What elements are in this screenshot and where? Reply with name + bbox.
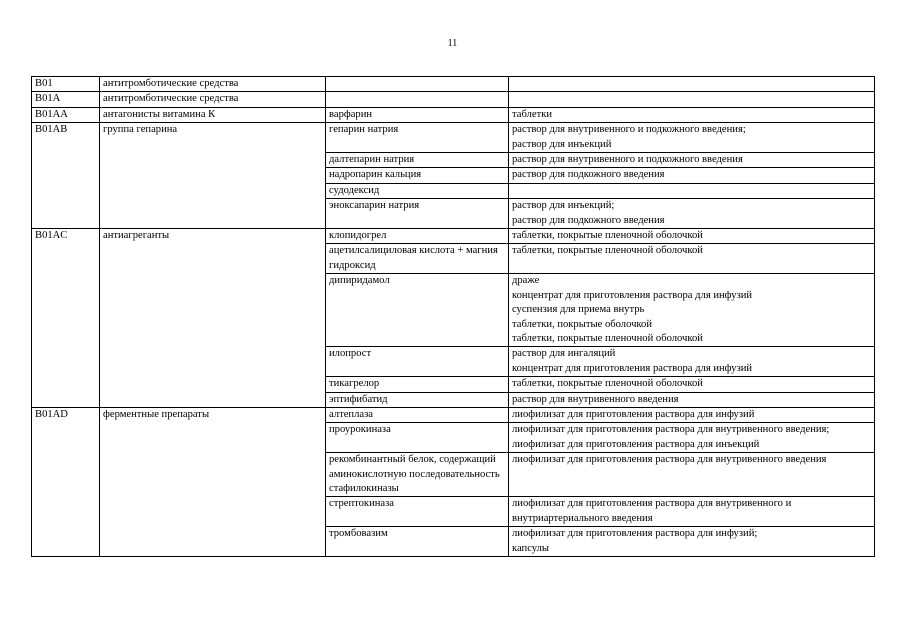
drug-name-cell: алтеплаза (326, 407, 509, 422)
drug-name-cell: клопидогрел (326, 229, 509, 244)
drug-name-cell: гепарин натрия (326, 123, 509, 153)
dosage-form-cell (509, 347, 875, 377)
group-name-cell: группа гепарина (100, 123, 326, 229)
dosage-form-line: лиофилизат для приготовления раствора для внутривенного введения (512, 454, 827, 466)
dosage-form-line: лиофилизат для приготовления раствора для инъекций (512, 438, 760, 450)
dosage-form-line: раствор для внутривенного введения (512, 393, 679, 405)
dosage-form-cell (509, 274, 875, 347)
dosage-form-line: концентрат для приготовления раствора для инфузий (512, 289, 753, 301)
drug-name-cell: рекомбинантный белок, содержащий аминокислотную последовательность стафилокиназы (326, 453, 509, 497)
dosage-form-cell (509, 77, 875, 92)
dosage-form-cell (509, 497, 875, 527)
dosage-form-line: раствор для подкожного введения (512, 169, 665, 181)
drug-name-cell: тикагрелор (326, 377, 509, 392)
drug-name-cell: эптифибатид (326, 392, 509, 407)
dosage-form-line: таблетки (512, 108, 553, 120)
drug-name-cell: стрептокиназа (326, 497, 509, 527)
drug-name-cell: судодексид (326, 183, 509, 198)
table-row (32, 92, 875, 107)
table-body (32, 77, 875, 557)
dosage-form-cell (509, 244, 875, 274)
drug-name-cell: надропарин кальция (326, 168, 509, 183)
atc-code-cell: B01AA (32, 107, 100, 122)
drug-name-cell: ацетилсалициловая кислота + магния гидроксид (326, 244, 509, 274)
dosage-form-line: раствор для внутривенного и подкожного введения (512, 154, 743, 166)
group-name-cell: антитромботические средства (100, 92, 326, 107)
atc-code-cell: B01 (32, 77, 100, 92)
dosage-form-cell (509, 183, 875, 198)
page-number: 11 (447, 38, 458, 49)
dosage-form-line: таблетки, покрытые пленочной оболочкой (512, 378, 703, 390)
drug-name-cell (326, 77, 509, 92)
dosage-form-line: раствор для подкожного введения (512, 214, 665, 226)
table-row (32, 123, 875, 153)
dosage-form-line: суспензия для приема внутрь (512, 304, 645, 316)
drug-name-cell (326, 92, 509, 107)
drug-name-cell: проурокиназа (326, 423, 509, 453)
atc-code-cell: B01AB (32, 123, 100, 229)
dosage-form-line: лиофилизат для приготовления раствора для инфузий (512, 408, 755, 420)
atc-code-cell: B01A (32, 92, 100, 107)
dosage-form-line: лиофилизат для приготовления раствора для инфузий; (512, 528, 758, 540)
dosage-form-cell (509, 229, 875, 244)
dosage-form-line: лиофилизат для приготовления раствора для внутривенного введения; (512, 424, 830, 436)
drug-classification-table (31, 76, 875, 557)
drug-name-cell: дипиридамол (326, 274, 509, 347)
dosage-form-cell (509, 453, 875, 497)
dosage-form-cell (509, 107, 875, 122)
dosage-form-line: драже (512, 275, 540, 287)
dosage-form-cell (509, 423, 875, 453)
drug-name-cell: илопрост (326, 347, 509, 377)
dosage-form-cell (509, 123, 875, 153)
dosage-form-line: таблетки, покрытые пленочной оболочкой (512, 332, 703, 344)
dosage-form-line: лиофилизат для приготовления раствора для внутривенного и внутриартериального введения (512, 498, 794, 524)
atc-code-cell: B01AC (32, 229, 100, 408)
atc-code-cell: B01AD (32, 407, 100, 556)
dosage-form-line: капсулы (512, 542, 550, 554)
table-row (32, 107, 875, 122)
dosage-form-line: концентрат для приготовления раствора для инфузий (512, 362, 753, 374)
dosage-form-cell (509, 407, 875, 422)
dosage-form-cell (509, 392, 875, 407)
drug-name-cell: эноксапарин натрия (326, 199, 509, 229)
dosage-form-line: раствор для ингаляций (512, 348, 616, 360)
table-row (32, 407, 875, 422)
drug-name-cell: варфарин (326, 107, 509, 122)
table-row (32, 77, 875, 92)
dosage-form-cell (509, 168, 875, 183)
dosage-form-cell (509, 153, 875, 168)
dosage-form-line: таблетки, покрытые пленочной оболочкой (512, 230, 703, 242)
drug-name-cell: далтепарин натрия (326, 153, 509, 168)
dosage-form-line: раствор для инъекций (512, 138, 612, 150)
group-name-cell: антитромботические средства (100, 77, 326, 92)
dosage-form-line: раствор для инъекций; (512, 200, 615, 212)
dosage-form-line: раствор для внутривенного и подкожного введения; (512, 124, 746, 136)
group-name-cell: ферментные препараты (100, 407, 326, 556)
table-row (32, 229, 875, 244)
drug-name-cell: тромбовазим (326, 527, 509, 557)
dosage-form-cell (509, 199, 875, 229)
dosage-form-cell (509, 377, 875, 392)
dosage-form-line: таблетки, покрытые пленочной оболочкой (512, 245, 703, 257)
dosage-form-line: таблетки, покрытые оболочкой (512, 318, 652, 330)
dosage-form-cell (509, 527, 875, 557)
group-name-cell: антиагреганты (100, 229, 326, 408)
dosage-form-cell (509, 92, 875, 107)
group-name-cell: антагонисты витамина К (100, 107, 326, 122)
